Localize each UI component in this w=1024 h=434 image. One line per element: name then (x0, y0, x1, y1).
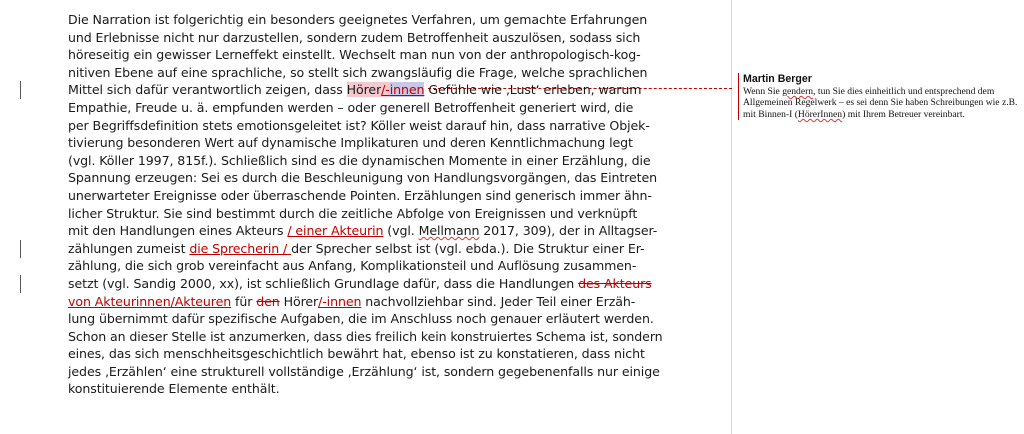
text-line (68, 99, 668, 117)
tracked-insertion: /-innen (318, 293, 362, 309)
text-line (68, 205, 668, 223)
text-line (68, 81, 668, 99)
tracked-insertion: / einer Akteurin (287, 223, 384, 239)
tracked-deletion: des Akteurs (578, 275, 652, 291)
text-line (68, 380, 668, 398)
text-line (68, 240, 668, 258)
text-run: Wenn Sie (743, 86, 783, 97)
text-run: Spannung erzeugen: Sei es durch die Beschleunigung von Handlungsvorgängen, das Eintreten (68, 170, 658, 186)
text-line (68, 46, 668, 64)
text-run: konstituierende Elemente enthält. (68, 381, 280, 397)
comment-balloon[interactable] (738, 73, 1024, 120)
text-run: eines, das sich menschheitsgeschichtlich bewährt hat, ebenso ist zu konstatieren, dass nicht (68, 346, 645, 362)
comment-author: Martin Berger (743, 73, 812, 85)
change-bar (20, 275, 21, 293)
text-run: per Begriffsdefinition stets emotionsgeleitet ist? Köller weist darauf hin, dass narrative Objek- (68, 117, 650, 133)
text-run: Mittel sich dafür verantwortlich zeigen, dass (68, 82, 347, 98)
text-line (68, 152, 668, 170)
text-run: höreseitig ein gewisser Lerneffekt einstellt. Wechselt man nun von der anthropologisch-kog- (68, 47, 641, 63)
comment-text (743, 86, 1017, 120)
text-line (68, 134, 668, 152)
text-line (68, 293, 668, 311)
change-bar (20, 240, 21, 258)
text-run: , tun Sie dies einheitlich und entsprechend dem Allgemeinen Regelwerk – es sei denn Sie haben Schreibungen wie z.B. mit Binnen-I ( (743, 86, 1018, 120)
text-line (68, 310, 668, 328)
spelling-flag: HörerInnen (797, 108, 843, 120)
text-line (68, 363, 668, 381)
text-run: der Sprecher selbst ist (vgl. ebda.). Die Struktur einer Er- (291, 240, 645, 256)
text-line (68, 222, 668, 240)
spelling-flag: Mellmann (418, 223, 480, 239)
text-line (68, 345, 668, 363)
text-run: Die Narration ist folgerichtig ein besonders geeignetes Verfahren, um gemachte Erfahrungen (68, 12, 648, 27)
tracked-insertion: innen (389, 82, 425, 98)
comment-highlight: Hörer (346, 82, 382, 98)
tracked-deletion: den (256, 293, 280, 309)
tracked-insertion: /- (381, 82, 390, 98)
text-run: für (231, 293, 257, 309)
text-run: nachvollziehbar sind. Jeder Teil einer Erzäh- (361, 293, 636, 309)
tracked-insertion: die Sprecherin / (189, 240, 292, 256)
text-run: 2017, 309), der in Alltagser- (479, 223, 658, 239)
text-run: tivierung besonderen Wert auf dynamische Implikaturen und deren Kenntlichmachung legt (68, 135, 633, 151)
text-line (68, 117, 668, 135)
text-run: Schon an dieser Stelle ist anzumerken, dass dies freilich kein konstruiertes Schema ist, sondern (68, 328, 663, 344)
text-line (68, 257, 668, 275)
text-line (68, 187, 668, 205)
text-line (68, 29, 668, 47)
text-run: nitiven Ebene auf eine sprachliche, so stellt sich zwangsläufig die Frage, welche sprachlichen (68, 64, 648, 80)
text-line (68, 328, 668, 346)
comment-margin-divider (731, 0, 732, 434)
text-run: zählung, die sich grob vereinfacht aus Anfang, Komplikationsteil und Auflösung zusammen- (68, 258, 637, 274)
document-body[interactable] (68, 11, 668, 398)
text-run: und Erlebnisse nicht nur darzustellen, sondern zudem Betroffenheit auszulösen, sodass sich (68, 29, 641, 45)
spelling-flag: gendern (782, 86, 814, 97)
text-run: Hörer (279, 293, 319, 309)
text-line (68, 169, 668, 187)
text-run: zählungen zumeist (68, 240, 190, 256)
text-line (68, 275, 668, 293)
text-run: jedes ‚Erzählen‘ eine strukturell vollständige ‚Erzählung‘ ist, sondern gegebenenfalls nur einige (68, 363, 660, 379)
text-run: setzt (vgl. Sandig 2000, xx), ist schließlich Grundlage dafür, dass die Handlungen (68, 275, 579, 291)
text-run: mit den Handlungen eines Akteurs (68, 223, 288, 239)
text-run: Empathie, Freude u. ä. empfunden werden – oder generell Betroffenheit generiert wird, die (68, 99, 634, 115)
text-run: licher Struktur. Sie sind bestimmt durch die zeitliche Abfolge von Ereignissen und verknüpft (68, 205, 638, 221)
text-run: lung übernimmt dafür spezifische Aufgaben, die im Anschluss noch genauer erläutert werden. (68, 311, 654, 327)
text-run: (vgl. Köller 1997, 815f.). Schließlich sind es die dynamischen Momente in einer Erzählung, die (68, 152, 651, 168)
text-run: Gefühle wie ‚Lust‘ erleben, warum (424, 82, 642, 98)
text-line (68, 64, 668, 82)
tracked-insertion: von Akteurinnen/Akteuren (68, 293, 232, 309)
text-run: unerwarteter Ereignisse oder überraschende Pointen. Erzählungen sind generisch immer ähn- (68, 187, 652, 203)
text-run: ) mit Ihrem Betreuer vereinbart. (842, 108, 965, 120)
change-bar (20, 81, 21, 99)
text-line (68, 11, 668, 29)
text-run: (vgl. (383, 223, 419, 239)
